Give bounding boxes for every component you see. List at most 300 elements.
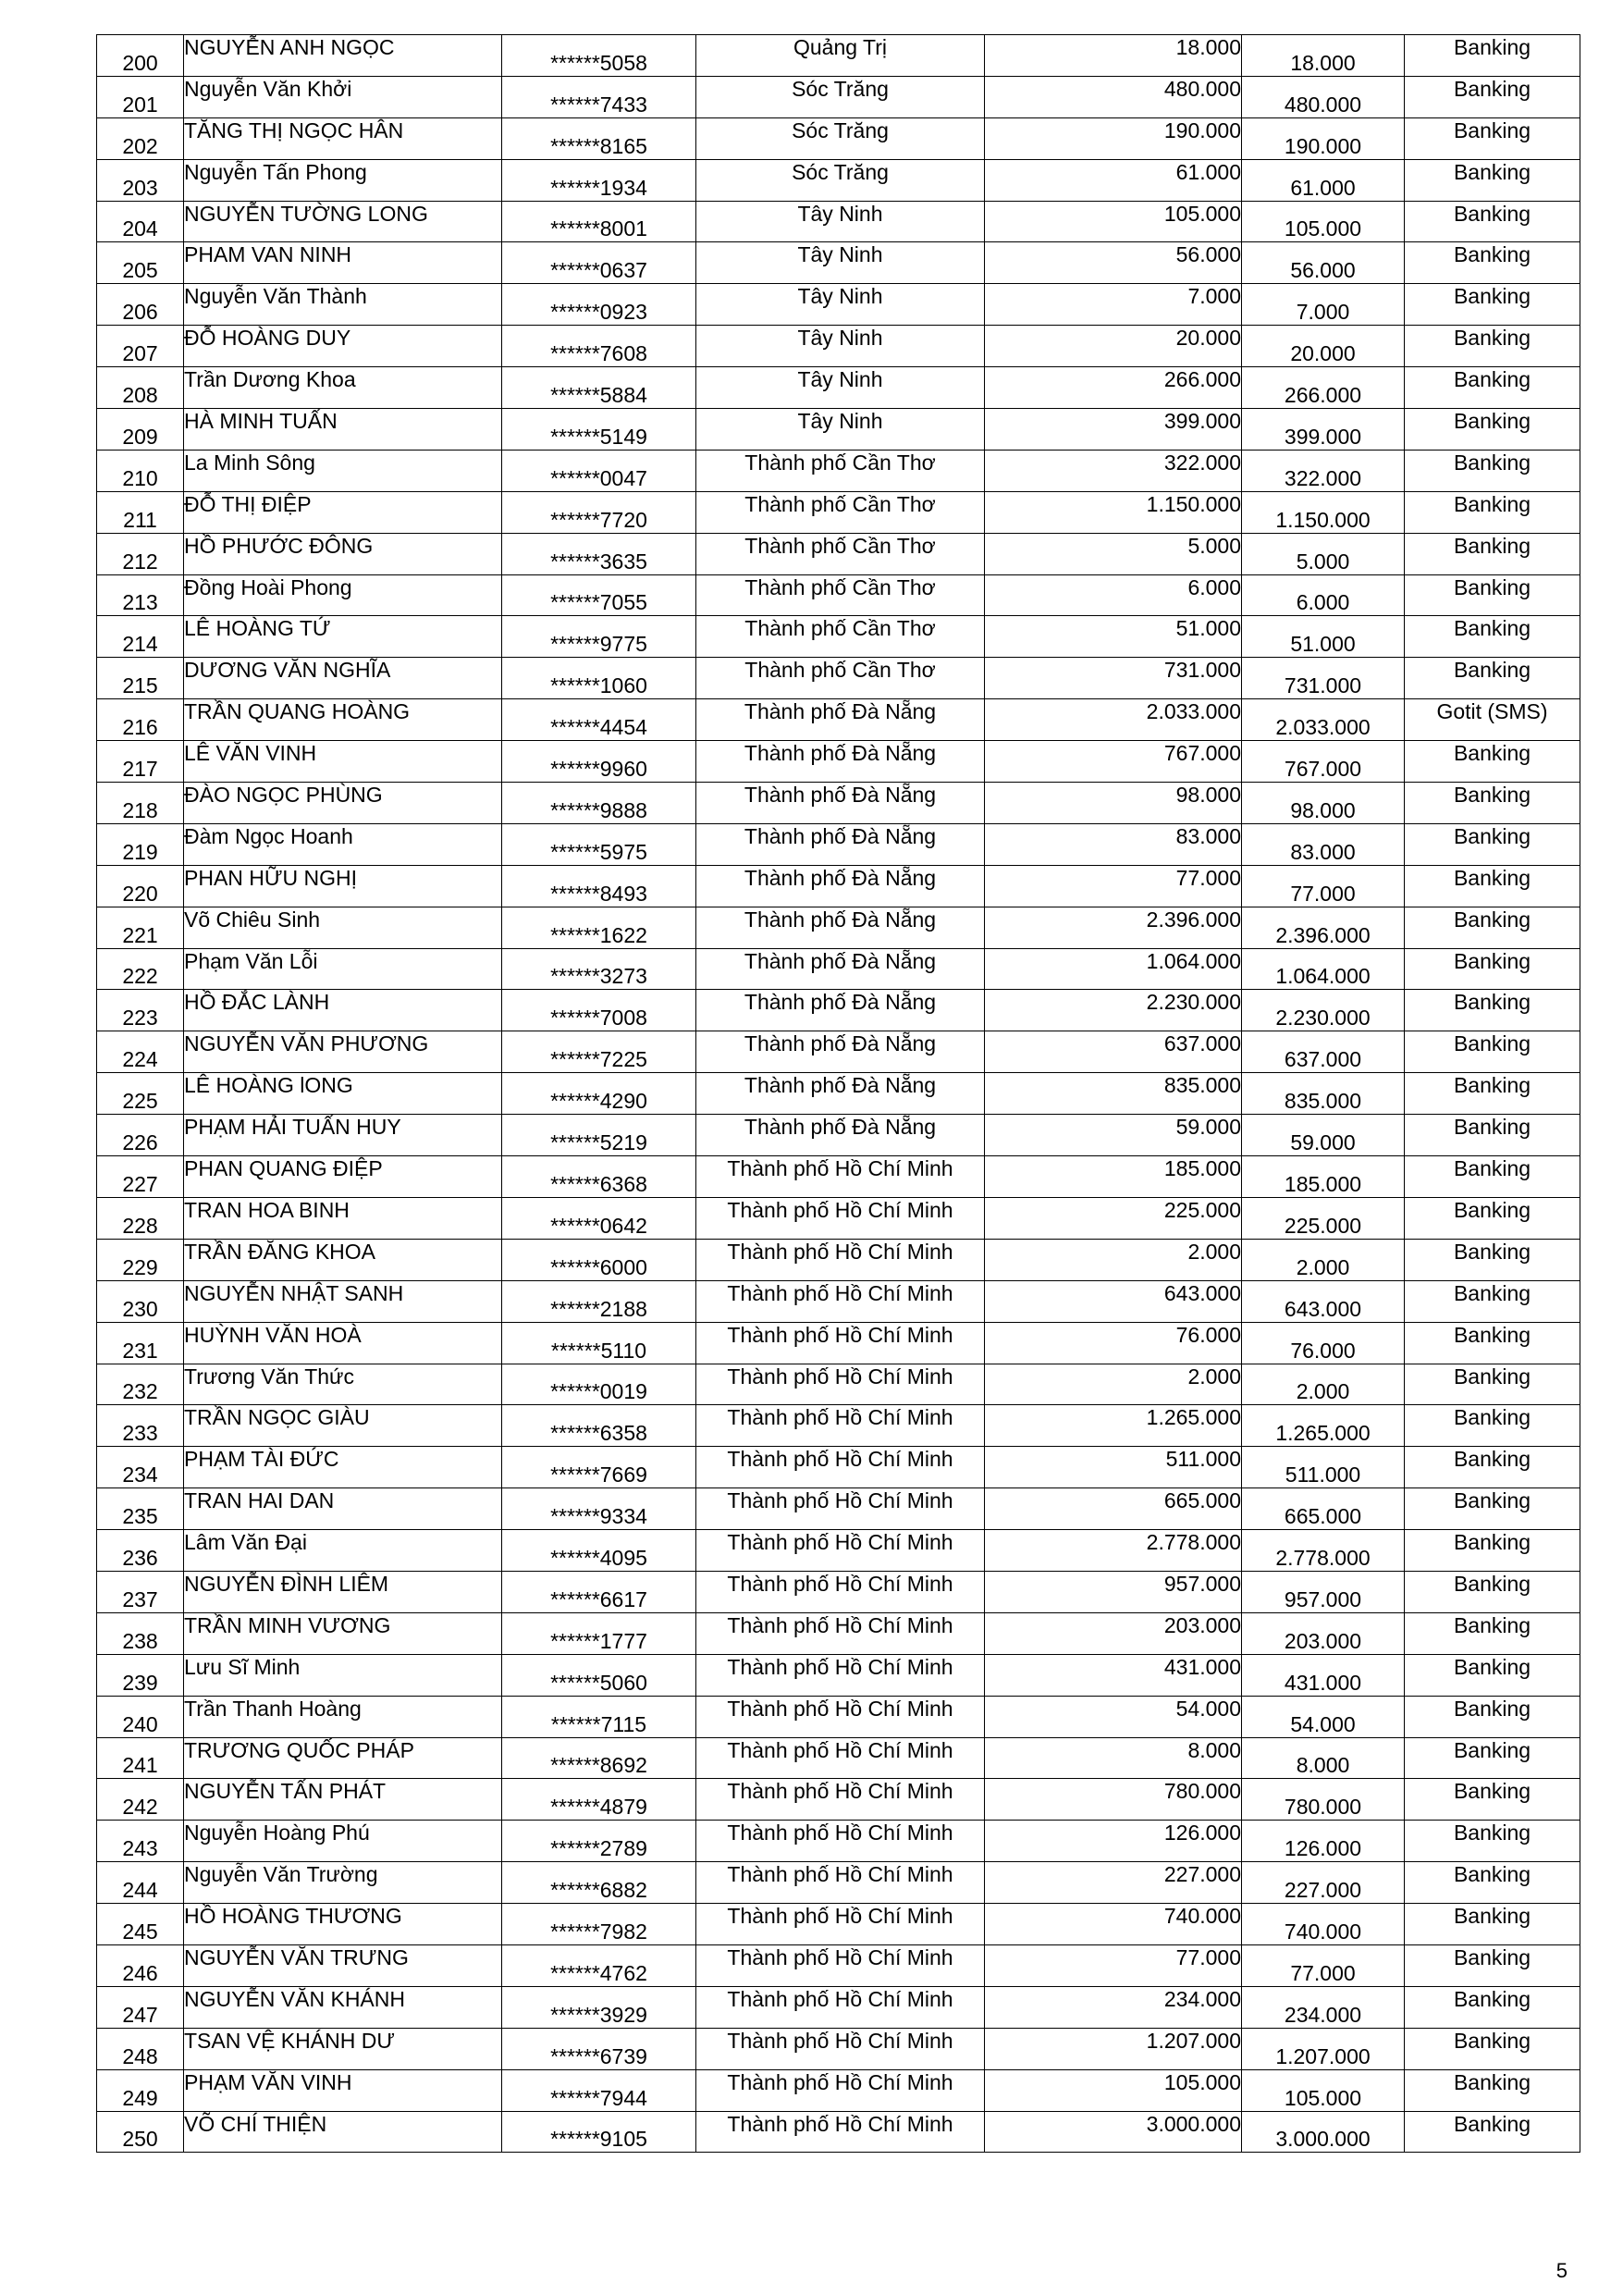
row-number-cell: 218	[97, 783, 184, 824]
province-cell: Thành phố Hồ Chí Minh	[696, 1571, 985, 1612]
amount-paid-cell: 480.000	[1242, 76, 1405, 117]
payment-method-cell: Banking	[1405, 326, 1580, 367]
row-number-cell: 212	[97, 533, 184, 574]
customer-name-cell: TRẦN MINH VƯƠNG	[184, 1612, 502, 1654]
amount-cell: 1.207.000	[985, 2028, 1242, 2069]
table-row	[97, 326, 1580, 367]
payment-method-cell: Banking	[1405, 1322, 1580, 1364]
province-cell: Thành phố Cần Thơ	[696, 533, 985, 574]
table-row	[97, 201, 1580, 242]
payment-method-cell: Banking	[1405, 117, 1580, 159]
amount-cell: 56.000	[985, 242, 1242, 284]
customer-name-cell: HỒ HOÀNG THƯƠNG	[184, 1904, 502, 1945]
customer-name-cell: NGUYỄN VĂN KHÁNH	[184, 1986, 502, 2028]
amount-paid-cell: 511.000	[1242, 1447, 1405, 1488]
customer-name-cell: PHẠM TÀI ĐỨC	[184, 1447, 502, 1488]
payment-method-cell: Banking	[1405, 1239, 1580, 1280]
amount-paid-cell: 83.000	[1242, 823, 1405, 865]
row-number-cell: 204	[97, 201, 184, 242]
customer-name-cell: PHẠM HẢI TUẤN HUY	[184, 1115, 502, 1156]
amount-cell: 18.000	[985, 35, 1242, 77]
masked-phone-cell: ******7008	[502, 990, 696, 1031]
row-number-cell: 244	[97, 1862, 184, 1904]
amount-cell: 1.064.000	[985, 948, 1242, 990]
amount-paid-cell: 185.000	[1242, 1156, 1405, 1198]
province-cell: Tây Ninh	[696, 367, 985, 409]
table-row	[97, 159, 1580, 201]
province-cell: Thành phố Cần Thơ	[696, 491, 985, 533]
table-row	[97, 1280, 1580, 1322]
row-number-cell: 214	[97, 616, 184, 658]
table-row	[97, 450, 1580, 491]
amount-cell: 431.000	[985, 1654, 1242, 1696]
masked-phone-cell: ******6739	[502, 2028, 696, 2069]
amount-cell: 126.000	[985, 1821, 1242, 1862]
row-number-cell: 203	[97, 159, 184, 201]
amount-cell: 643.000	[985, 1280, 1242, 1322]
table-row	[97, 865, 1580, 907]
amount-paid-cell: 665.000	[1242, 1488, 1405, 1530]
masked-phone-cell: ******4290	[502, 1073, 696, 1115]
customer-name-cell: HỒ ĐẮC LÀNH	[184, 990, 502, 1031]
row-number-cell: 230	[97, 1280, 184, 1322]
amount-paid-cell: 2.778.000	[1242, 1530, 1405, 1572]
province-cell: Thành phố Đà Nẵng	[696, 1031, 985, 1073]
province-cell: Thành phố Hồ Chí Minh	[696, 1405, 985, 1447]
payment-method-cell: Banking	[1405, 948, 1580, 990]
amount-paid-cell: 399.000	[1242, 409, 1405, 451]
payment-method-cell: Banking	[1405, 1904, 1580, 1945]
amount-paid-cell: 2.230.000	[1242, 990, 1405, 1031]
customer-name-cell: NGUYỄN TƯỜNG LONG	[184, 201, 502, 242]
province-cell: Thành phố Hồ Chí Minh	[696, 1737, 985, 1779]
masked-phone-cell: ******7608	[502, 326, 696, 367]
amount-paid-cell: 266.000	[1242, 367, 1405, 409]
province-cell: Thành phố Đà Nẵng	[696, 948, 985, 990]
amount-paid-cell: 322.000	[1242, 450, 1405, 491]
payment-method-cell: Banking	[1405, 741, 1580, 783]
table-row	[97, 1612, 1580, 1654]
amount-paid-cell: 77.000	[1242, 1944, 1405, 1986]
customer-name-cell: HUỲNH VĂN HOÀ	[184, 1322, 502, 1364]
row-number-cell: 231	[97, 1322, 184, 1364]
amount-cell: 227.000	[985, 1862, 1242, 1904]
payment-method-cell: Banking	[1405, 2028, 1580, 2069]
province-cell: Thành phố Hồ Chí Minh	[696, 1696, 985, 1737]
masked-phone-cell: ******1934	[502, 159, 696, 201]
payment-method-cell: Banking	[1405, 990, 1580, 1031]
province-cell: Thành phố Đà Nẵng	[696, 699, 985, 741]
masked-phone-cell: ******1777	[502, 1612, 696, 1654]
row-number-cell: 210	[97, 450, 184, 491]
row-number-cell: 224	[97, 1031, 184, 1073]
masked-phone-cell: ******6358	[502, 1405, 696, 1447]
row-number-cell: 216	[97, 699, 184, 741]
payment-method-cell: Banking	[1405, 1115, 1580, 1156]
amount-paid-cell: 54.000	[1242, 1696, 1405, 1737]
customer-name-cell: PHAN QUANG ĐIỆP	[184, 1156, 502, 1198]
amount-paid-cell: 5.000	[1242, 533, 1405, 574]
table-row	[97, 616, 1580, 658]
masked-phone-cell: ******3929	[502, 1986, 696, 2028]
customer-name-cell: NGUYỄN NHẬT SANH	[184, 1280, 502, 1322]
payment-method-cell: Banking	[1405, 35, 1580, 77]
payment-method-cell: Banking	[1405, 1031, 1580, 1073]
amount-paid-cell: 8.000	[1242, 1737, 1405, 1779]
table-row	[97, 284, 1580, 326]
amount-cell: 203.000	[985, 1612, 1242, 1654]
payment-method-cell: Banking	[1405, 1654, 1580, 1696]
payment-method-cell: Gotit (SMS)	[1405, 699, 1580, 741]
masked-phone-cell: ******7433	[502, 76, 696, 117]
row-number-cell: 213	[97, 574, 184, 616]
province-cell: Thành phố Hồ Chí Minh	[696, 2111, 985, 2153]
table-row	[97, 1073, 1580, 1115]
masked-phone-cell: ******4879	[502, 1779, 696, 1821]
payment-method-cell: Banking	[1405, 1447, 1580, 1488]
table-row	[97, 574, 1580, 616]
customer-name-cell: Trần Dương Khoa	[184, 367, 502, 409]
amount-cell: 5.000	[985, 533, 1242, 574]
row-number-cell: 221	[97, 907, 184, 948]
winners-table	[96, 34, 1580, 2153]
masked-phone-cell: ******9960	[502, 741, 696, 783]
amount-paid-cell: 731.000	[1242, 658, 1405, 699]
amount-cell: 767.000	[985, 741, 1242, 783]
masked-phone-cell: ******1060	[502, 658, 696, 699]
row-number-cell: 243	[97, 1821, 184, 1862]
customer-name-cell: NGUYỄN VĂN PHƯƠNG	[184, 1031, 502, 1073]
province-cell: Thành phố Hồ Chí Minh	[696, 1447, 985, 1488]
table-row	[97, 35, 1580, 77]
masked-phone-cell: ******4762	[502, 1944, 696, 1986]
customer-name-cell: TRẦN QUANG HOÀNG	[184, 699, 502, 741]
masked-phone-cell: ******7944	[502, 2069, 696, 2111]
amount-paid-cell: 6.000	[1242, 574, 1405, 616]
payment-method-cell: Banking	[1405, 409, 1580, 451]
table-row	[97, 533, 1580, 574]
masked-phone-cell: ******5060	[502, 1654, 696, 1696]
page-number: 5	[1555, 2259, 1568, 2282]
row-number-cell: 202	[97, 117, 184, 159]
customer-name-cell: DƯƠNG VĂN NGHĨA	[184, 658, 502, 699]
payment-method-cell: Banking	[1405, 1612, 1580, 1654]
table-row	[97, 1986, 1580, 2028]
customer-name-cell: TSAN VỆ KHÁNH DƯ	[184, 2028, 502, 2069]
table-body	[97, 35, 1580, 2153]
table-row	[97, 1737, 1580, 1779]
masked-phone-cell: ******7669	[502, 1447, 696, 1488]
row-number-cell: 206	[97, 284, 184, 326]
payment-method-cell: Banking	[1405, 783, 1580, 824]
province-cell: Tây Ninh	[696, 201, 985, 242]
amount-cell: 2.033.000	[985, 699, 1242, 741]
masked-phone-cell: ******6617	[502, 1571, 696, 1612]
masked-phone-cell: ******0047	[502, 450, 696, 491]
payment-method-cell: Banking	[1405, 1779, 1580, 1821]
customer-name-cell: ĐỖ THỊ ĐIỆP	[184, 491, 502, 533]
payment-method-cell: Banking	[1405, 1405, 1580, 1447]
amount-paid-cell: 227.000	[1242, 1862, 1405, 1904]
customer-name-cell: NGUYỄN ĐÌNH LIÊM	[184, 1571, 502, 1612]
table-row	[97, 491, 1580, 533]
masked-phone-cell: ******5884	[502, 367, 696, 409]
masked-phone-cell: ******5110	[502, 1322, 696, 1364]
masked-phone-cell: ******6368	[502, 1156, 696, 1198]
customer-name-cell: Lâm Văn Đại	[184, 1530, 502, 1572]
customer-name-cell: TRƯƠNG QUỐC PHÁP	[184, 1737, 502, 1779]
row-number-cell: 228	[97, 1197, 184, 1239]
payment-method-cell: Banking	[1405, 574, 1580, 616]
payment-method-cell: Banking	[1405, 242, 1580, 284]
amount-cell: 61.000	[985, 159, 1242, 201]
amount-cell: 105.000	[985, 201, 1242, 242]
table-row	[97, 1405, 1580, 1447]
amount-paid-cell: 105.000	[1242, 2069, 1405, 2111]
customer-name-cell: TRẦN ĐĂNG KHOA	[184, 1239, 502, 1280]
payment-method-cell: Banking	[1405, 159, 1580, 201]
table-row	[97, 948, 1580, 990]
amount-paid-cell: 2.396.000	[1242, 907, 1405, 948]
masked-phone-cell: ******8165	[502, 117, 696, 159]
masked-phone-cell: ******2789	[502, 1821, 696, 1862]
customer-name-cell: La Minh Sông	[184, 450, 502, 491]
amount-paid-cell: 18.000	[1242, 35, 1405, 77]
row-number-cell: 234	[97, 1447, 184, 1488]
amount-cell: 77.000	[985, 1944, 1242, 1986]
amount-cell: 322.000	[985, 450, 1242, 491]
amount-paid-cell: 7.000	[1242, 284, 1405, 326]
amount-cell: 83.000	[985, 823, 1242, 865]
amount-cell: 225.000	[985, 1197, 1242, 1239]
province-cell: Thành phố Hồ Chí Minh	[696, 1821, 985, 1862]
amount-cell: 54.000	[985, 1696, 1242, 1737]
row-number-cell: 201	[97, 76, 184, 117]
province-cell: Thành phố Cần Thơ	[696, 658, 985, 699]
amount-cell: 20.000	[985, 326, 1242, 367]
row-number-cell: 239	[97, 1654, 184, 1696]
row-number-cell: 229	[97, 1239, 184, 1280]
amount-paid-cell: 51.000	[1242, 616, 1405, 658]
row-number-cell: 246	[97, 1944, 184, 1986]
payment-method-cell: Banking	[1405, 76, 1580, 117]
amount-paid-cell: 957.000	[1242, 1571, 1405, 1612]
table-row	[97, 76, 1580, 117]
province-cell: Thành phố Đà Nẵng	[696, 907, 985, 948]
amount-paid-cell: 767.000	[1242, 741, 1405, 783]
payment-method-cell: Banking	[1405, 823, 1580, 865]
table-row	[97, 242, 1580, 284]
customer-name-cell: ĐÀO NGỌC PHÙNG	[184, 783, 502, 824]
province-cell: Thành phố Hồ Chí Minh	[696, 1156, 985, 1198]
row-number-cell: 211	[97, 491, 184, 533]
customer-name-cell: LÊ HOÀNG TỨ	[184, 616, 502, 658]
table-row	[97, 117, 1580, 159]
customer-name-cell: LÊ VĂN VINH	[184, 741, 502, 783]
masked-phone-cell: ******0923	[502, 284, 696, 326]
amount-paid-cell: 2.000	[1242, 1364, 1405, 1405]
amount-paid-cell: 20.000	[1242, 326, 1405, 367]
payment-method-cell: Banking	[1405, 1696, 1580, 1737]
payment-method-cell: Banking	[1405, 1944, 1580, 1986]
row-number-cell: 232	[97, 1364, 184, 1405]
payment-method-cell: Banking	[1405, 616, 1580, 658]
customer-name-cell: PHAM VAN NINH	[184, 242, 502, 284]
amount-paid-cell: 203.000	[1242, 1612, 1405, 1654]
masked-phone-cell: ******4454	[502, 699, 696, 741]
table-row	[97, 409, 1580, 451]
row-number-cell: 238	[97, 1612, 184, 1654]
customer-name-cell: Nguyễn Tấn Phong	[184, 159, 502, 201]
payment-method-cell: Banking	[1405, 1156, 1580, 1198]
province-cell: Thành phố Hồ Chí Minh	[696, 1779, 985, 1821]
province-cell: Tây Ninh	[696, 284, 985, 326]
province-cell: Thành phố Hồ Chí Minh	[696, 1862, 985, 1904]
payment-method-cell: Banking	[1405, 1862, 1580, 1904]
amount-cell: 7.000	[985, 284, 1242, 326]
payment-method-cell: Banking	[1405, 1986, 1580, 2028]
payment-method-cell: Banking	[1405, 491, 1580, 533]
province-cell: Tây Ninh	[696, 409, 985, 451]
province-cell: Thành phố Hồ Chí Minh	[696, 1364, 985, 1405]
customer-name-cell: LÊ HOÀNG lONG	[184, 1073, 502, 1115]
amount-paid-cell: 835.000	[1242, 1073, 1405, 1115]
masked-phone-cell: ******0019	[502, 1364, 696, 1405]
table-row	[97, 907, 1580, 948]
amount-cell: 59.000	[985, 1115, 1242, 1156]
customer-name-cell: PHAN HỮU NGHỊ	[184, 865, 502, 907]
amount-cell: 637.000	[985, 1031, 1242, 1073]
amount-paid-cell: 3.000.000	[1242, 2111, 1405, 2153]
province-cell: Thành phố Đà Nẵng	[696, 741, 985, 783]
customer-name-cell: ĐỖ HOÀNG DUY	[184, 326, 502, 367]
payment-method-cell: Banking	[1405, 1821, 1580, 1862]
masked-phone-cell: ******2188	[502, 1280, 696, 1322]
amount-paid-cell: 643.000	[1242, 1280, 1405, 1322]
payment-method-cell: Banking	[1405, 1488, 1580, 1530]
payment-method-cell: Banking	[1405, 284, 1580, 326]
table-row	[97, 1904, 1580, 1945]
customer-name-cell: NGUYỄN ANH NGỌC	[184, 35, 502, 77]
row-number-cell: 200	[97, 35, 184, 77]
amount-paid-cell: 1.265.000	[1242, 1405, 1405, 1447]
masked-phone-cell: ******7115	[502, 1696, 696, 1737]
payment-method-cell: Banking	[1405, 1737, 1580, 1779]
amount-cell: 2.778.000	[985, 1530, 1242, 1572]
table-row	[97, 1031, 1580, 1073]
province-cell: Thành phố Đà Nẵng	[696, 823, 985, 865]
payment-method-cell: Banking	[1405, 533, 1580, 574]
amount-cell: 731.000	[985, 658, 1242, 699]
amount-cell: 234.000	[985, 1986, 1242, 2028]
customer-name-cell: NGUYỄN TẤN PHÁT	[184, 1779, 502, 1821]
masked-phone-cell: ******8001	[502, 201, 696, 242]
table-row	[97, 1944, 1580, 1986]
amount-paid-cell: 77.000	[1242, 865, 1405, 907]
amount-cell: 740.000	[985, 1904, 1242, 1945]
table-row	[97, 990, 1580, 1031]
masked-phone-cell: ******9334	[502, 1488, 696, 1530]
payment-method-cell: Banking	[1405, 658, 1580, 699]
province-cell: Quảng Trị	[696, 35, 985, 77]
amount-paid-cell: 126.000	[1242, 1821, 1405, 1862]
amount-cell: 1.150.000	[985, 491, 1242, 533]
customer-name-cell: NGUYỄN VĂN TRƯNG	[184, 1944, 502, 1986]
table-row	[97, 1571, 1580, 1612]
row-number-cell: 242	[97, 1779, 184, 1821]
province-cell: Thành phố Đà Nẵng	[696, 990, 985, 1031]
province-cell: Thành phố Hồ Chí Minh	[696, 1280, 985, 1322]
table-row	[97, 1779, 1580, 1821]
row-number-cell: 248	[97, 2028, 184, 2069]
masked-phone-cell: ******4095	[502, 1530, 696, 1572]
row-number-cell: 223	[97, 990, 184, 1031]
amount-cell: 2.000	[985, 1239, 1242, 1280]
province-cell: Sóc Trăng	[696, 159, 985, 201]
province-cell: Thành phố Hồ Chí Minh	[696, 1488, 985, 1530]
table-row	[97, 699, 1580, 741]
payment-method-cell: Banking	[1405, 1364, 1580, 1405]
customer-name-cell: Nguyễn Hoàng Phú	[184, 1821, 502, 1862]
table-row	[97, 783, 1580, 824]
table-row	[97, 1156, 1580, 1198]
row-number-cell: 250	[97, 2111, 184, 2153]
amount-paid-cell: 234.000	[1242, 1986, 1405, 2028]
province-cell: Thành phố Hồ Chí Minh	[696, 1654, 985, 1696]
masked-phone-cell: ******0637	[502, 242, 696, 284]
customer-name-cell: VÕ CHÍ THIỆN	[184, 2111, 502, 2153]
province-cell: Thành phố Đà Nẵng	[696, 1115, 985, 1156]
amount-cell: 665.000	[985, 1488, 1242, 1530]
row-number-cell: 205	[97, 242, 184, 284]
payment-method-cell: Banking	[1405, 450, 1580, 491]
row-number-cell: 217	[97, 741, 184, 783]
row-number-cell: 247	[97, 1986, 184, 2028]
amount-paid-cell: 56.000	[1242, 242, 1405, 284]
row-number-cell: 208	[97, 367, 184, 409]
customer-name-cell: Trương Văn Thức	[184, 1364, 502, 1405]
masked-phone-cell: ******9105	[502, 2111, 696, 2153]
masked-phone-cell: ******3273	[502, 948, 696, 990]
masked-phone-cell: ******5975	[502, 823, 696, 865]
amount-cell: 105.000	[985, 2069, 1242, 2111]
amount-cell: 2.396.000	[985, 907, 1242, 948]
table-row	[97, 1821, 1580, 1862]
province-cell: Thành phố Đà Nẵng	[696, 865, 985, 907]
customer-name-cell: TRẦN NGỌC GIÀU	[184, 1405, 502, 1447]
customer-name-cell: Phạm Văn Lỗi	[184, 948, 502, 990]
amount-cell: 76.000	[985, 1322, 1242, 1364]
amount-cell: 3.000.000	[985, 2111, 1242, 2153]
masked-phone-cell: ******1622	[502, 907, 696, 948]
masked-phone-cell: ******5149	[502, 409, 696, 451]
province-cell: Thành phố Cần Thơ	[696, 450, 985, 491]
amount-cell: 480.000	[985, 76, 1242, 117]
province-cell: Thành phố Cần Thơ	[696, 616, 985, 658]
table-row	[97, 1447, 1580, 1488]
masked-phone-cell: ******3635	[502, 533, 696, 574]
row-number-cell: 241	[97, 1737, 184, 1779]
amount-paid-cell: 61.000	[1242, 159, 1405, 201]
customer-name-cell: Lưu Sĩ Minh	[184, 1654, 502, 1696]
amount-paid-cell: 2.000	[1242, 1239, 1405, 1280]
amount-cell: 8.000	[985, 1737, 1242, 1779]
province-cell: Thành phố Hồ Chí Minh	[696, 1197, 985, 1239]
masked-phone-cell: ******7225	[502, 1031, 696, 1073]
masked-phone-cell: ******9775	[502, 616, 696, 658]
payment-method-cell: Banking	[1405, 1073, 1580, 1115]
table-row	[97, 2028, 1580, 2069]
